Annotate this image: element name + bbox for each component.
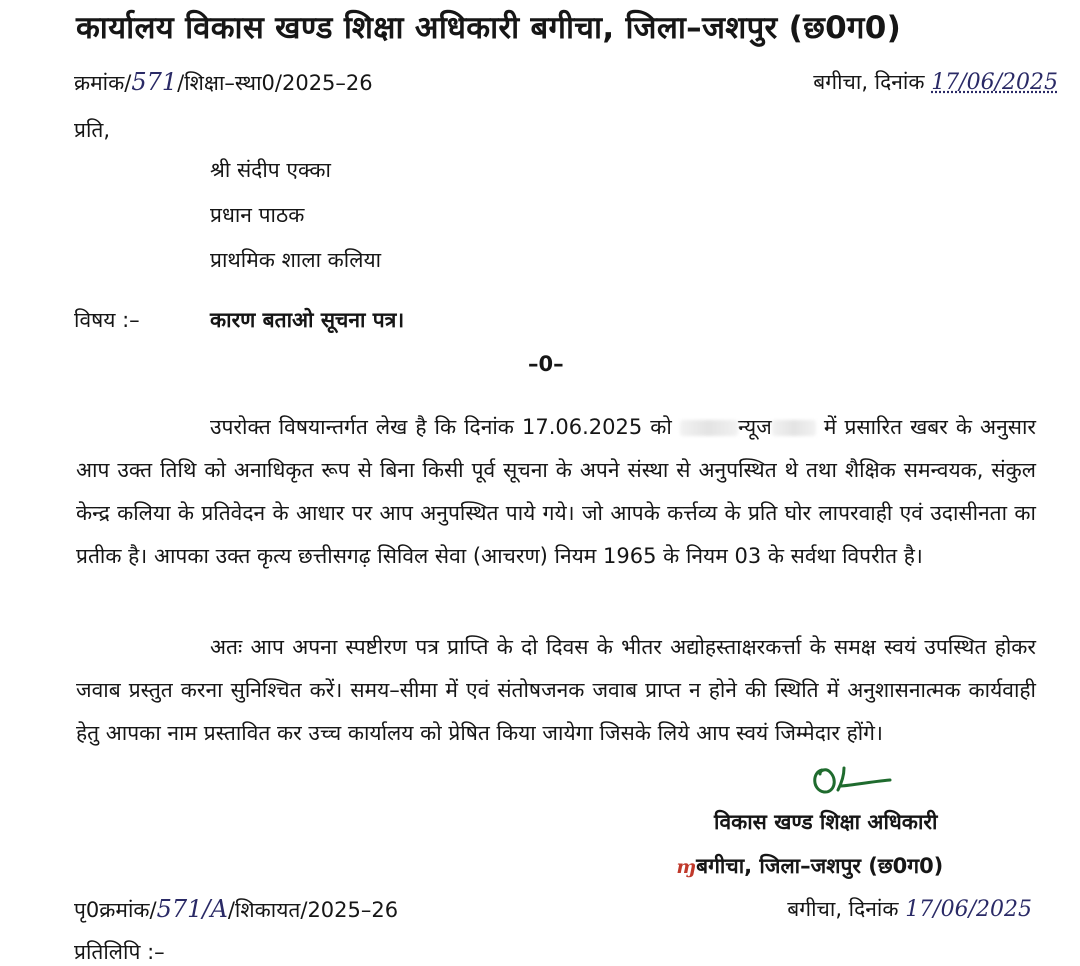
reference-date-line	[813, 68, 1058, 96]
recipient-name: श्री संदीप एक्का	[210, 158, 331, 182]
recipient-designation: प्रधान पाठक	[210, 203, 305, 227]
recipient-school: प्राथमिक शाला कलिया	[210, 248, 382, 272]
copy-place-date-label: बगीचा, दिनांक	[787, 897, 899, 921]
signatory-place	[676, 852, 943, 880]
handwritten-date: 17/06/2025	[931, 70, 1058, 95]
body-paragraph-2	[76, 626, 1036, 755]
handwritten-copy-number: 571/A	[156, 895, 228, 923]
handwritten-copy-date: 17/06/2025	[905, 897, 1032, 922]
copy-date-line	[787, 895, 1032, 923]
paragraph-2-text: अतः आप अपना स्पष्टीरण पत्र प्राप्ति के दो दिवस के भीतर अद्योहस्ताक्षरकर्त्ता के समक्ष स्वयं उपस्थित होकर जवाब प्रस्तुत करना सुनिश्चित करें। समय–सीमा में एवं संतोषजनक जवाब प्राप्त न होने की स्थिति में अनुशासनात्मक कार्यवाही हेतु आपका नाम प्रस्तावित कर उच्च कार्यालय को प्रेषित किया जायेगा जिसके लिये आप स्वयं जिम्मेदार होंगे।	[76, 635, 1036, 745]
subject-label: विषय :–	[74, 308, 140, 332]
section-divider: –0–	[528, 352, 564, 376]
reference-number-line	[74, 68, 373, 97]
redacted-mark	[680, 420, 738, 436]
body-paragraph-1	[76, 406, 1036, 578]
to-label: प्रति,	[74, 118, 111, 142]
reference-suffix: /शिक्षा–स्था0/2025–26	[177, 71, 373, 95]
place-date-label: बगीचा, दिनांक	[813, 70, 925, 94]
office-title: कार्यालय विकास खण्ड शिक्षा अधिकारी बगीचा, जिला–जशपुर (छ0ग0)	[76, 10, 902, 46]
copy-reference-suffix: /शिकायत/2025–26	[227, 898, 399, 922]
redacted-mark	[772, 420, 816, 436]
handwritten-reference-number: 571	[131, 68, 178, 96]
copy-reference-line	[74, 895, 398, 924]
paragraph-1-opening: उपरोक्त विषयान्तर्गत लेख है कि दिनांक 17.06.2025 को	[210, 415, 672, 439]
subject-text: कारण बताओ सूचना पत्र।	[210, 308, 405, 332]
signatory-place-text: बगीचा, जिला–जशपुर (छ0ग0)	[696, 854, 944, 878]
copy-reference-prefix: पृ0क्रमांक/	[74, 898, 157, 922]
signature-scribble	[808, 760, 898, 808]
signatory-designation: विकास खण्ड शिक्षा अधिकारी	[714, 810, 938, 834]
copy-to-label: प्रतिलिपि :–	[74, 940, 165, 964]
red-pen-mark: ɱ	[676, 856, 697, 878]
reference-prefix: क्रमांक/	[74, 71, 132, 95]
paragraph-1-rest: में प्रसारित खबर के अनुसार आप उक्त तिथि को अनाधिकृत रूप से बिना किसी पूर्व सूचना के अपने संस्था से अनुपस्थित थे तथा शैक्षिक समन्वयक, संकुल केन्द्र कलिया के प्रतिवेदन के आधार पर आप अनुपस्थित पाये गये। जो आपके कर्त्तव्य के प्रति घोर लापरवाही एवं उदासीनता का प्रतीक है। आपका उक्त कृत्य छत्तीसगढ़ सिविल सेवा (आचरण) नियम 1965 के नियम 03 के सर्वथा विपरीत है।	[76, 415, 1036, 568]
redacted-news-word: न्यूज	[737, 415, 772, 439]
